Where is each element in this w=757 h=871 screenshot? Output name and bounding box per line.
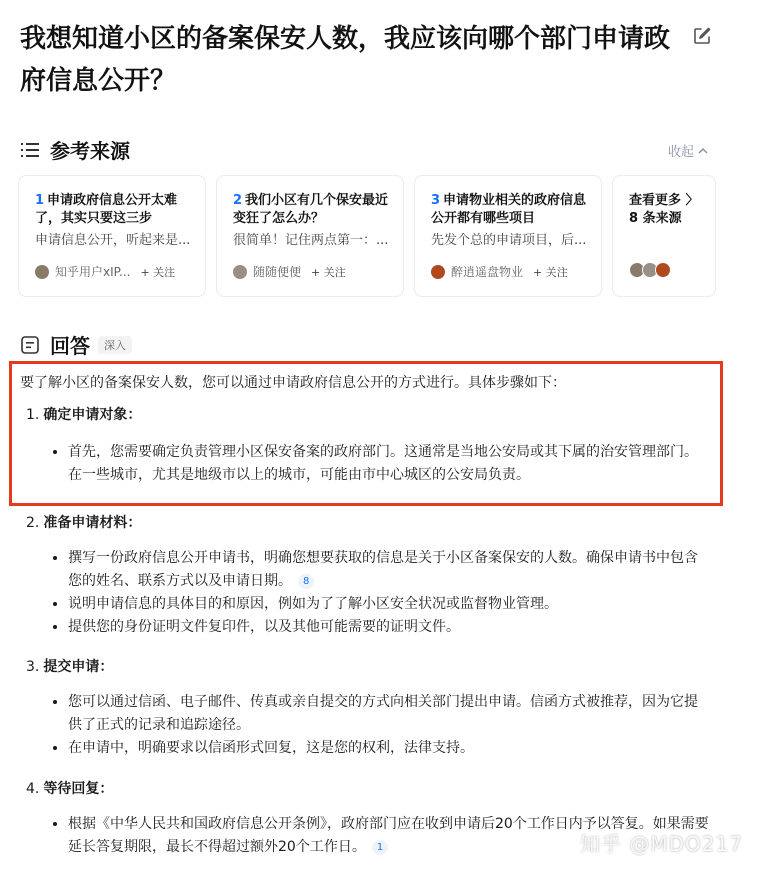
document-icon — [20, 335, 40, 355]
reference-number: 3 — [431, 193, 441, 208]
step-number: 3. — [26, 659, 40, 675]
answer-step-2 — [20, 512, 710, 639]
reference-card-title — [35, 192, 191, 228]
step-items — [20, 547, 710, 639]
step-number: 4. — [26, 781, 40, 797]
reference-snippet: 很简单！记住两点第一：... — [233, 233, 389, 248]
reference-number: 2 — [233, 193, 243, 208]
follow-button[interactable]: + 关注 — [140, 265, 176, 279]
list-item-text: 在申请中，明确要求以信函形式回复，这是您的权利，法律支持。 — [68, 740, 474, 756]
list-item-text: 首先，您需要确定负责管理小区保安备案的政府部门。这通常是当地公安局或其下属的治安管理部门。在一些城市，尤其是地级市以上的城市，可能由市中心城区的公安局负责。 — [68, 444, 698, 483]
step-number: 2. — [26, 515, 40, 531]
step-items — [20, 441, 710, 487]
follow-button[interactable]: + 关注 — [533, 265, 568, 279]
view-more-card[interactable] — [612, 175, 716, 297]
answer-heading: 回答 — [50, 334, 90, 358]
list-item — [68, 691, 710, 737]
answer-header — [20, 330, 132, 359]
reference-number: 1 — [35, 193, 45, 208]
reference-title-text: 申请政府信息公开太难了，其实只要这三步 — [35, 193, 178, 226]
step-title — [26, 512, 710, 535]
list-item — [68, 593, 710, 616]
depth-badge[interactable]: 深入 — [98, 336, 132, 354]
step-number: 1. — [26, 407, 40, 423]
reference-title-text: 我们小区有几个保安最近变狂了怎么办？ — [233, 193, 389, 226]
references-heading: 参考来源 — [50, 139, 130, 163]
author-avatar — [233, 265, 247, 279]
list-item-text: 说明申请信息的具体目的和原因，例如为了了解小区安全状况或监督物业管理。 — [68, 596, 558, 612]
list-item-text: 您可以通过信函、电子邮件、传真或亲自提交的方式向相关部门提出申请。信函方式被推荐，因为它提供了正式的记录和追踪途径。 — [68, 694, 698, 733]
list-item-text: 根据《中华人民共和国政府信息公开条例》，政府部门应在收到申请后20个工作日内予以答复。如果需要延长答复期限，最长不得超过额外20个工作日。 — [68, 816, 709, 855]
step-items — [20, 691, 710, 760]
list-item-text: 撰写一份政府信息公开申请书，明确您想要获取的信息是关于小区备案保安的人数。确保申请书中包含您的姓名、联系方式以及申请日期。 — [68, 550, 698, 589]
reference-card-1[interactable] — [18, 175, 206, 297]
reference-meta — [35, 263, 175, 280]
reference-card-2[interactable] — [216, 175, 404, 297]
edit-icon[interactable] — [692, 26, 712, 46]
chevron-up-icon — [698, 147, 708, 155]
step-title — [26, 778, 710, 801]
author-name[interactable]: 随随便便 — [253, 265, 302, 279]
watermark: 知乎 @MDO217 — [580, 832, 743, 856]
question-title: 我想知道小区的备案保安人数，我应该向哪个部门申请政府信息公开？ — [20, 24, 671, 96]
author-avatar — [35, 265, 49, 279]
author-name[interactable]: 醉逍遥盘物业 — [451, 265, 524, 279]
reference-meta — [431, 263, 568, 280]
reference-cards — [18, 175, 716, 297]
author-name[interactable]: 知乎用户xIP... — [55, 265, 131, 279]
citation-badge[interactable]: 8 — [298, 574, 314, 589]
author-avatar — [431, 265, 445, 279]
reference-card-title — [233, 192, 389, 228]
reference-meta — [233, 263, 346, 280]
source-avatars — [629, 262, 668, 278]
list-item — [68, 616, 710, 639]
step-title — [26, 404, 710, 427]
view-more-title: 查看更多 〉 — [629, 193, 699, 208]
reference-card-3[interactable] — [414, 175, 602, 297]
step-title-text: 确定申请对象： — [43, 407, 142, 423]
references-header — [20, 135, 130, 164]
source-count: 8 条来源 — [629, 211, 682, 226]
collapse-label: 收起 — [668, 145, 695, 160]
step-title-text: 提交申请： — [43, 659, 114, 675]
reference-title-text: 申请物业相关的政府信息公开都有哪些项目 — [431, 193, 587, 226]
reference-card-title — [431, 192, 587, 228]
list-icon — [20, 141, 40, 159]
collapse-button[interactable] — [668, 141, 708, 160]
step-title — [26, 656, 710, 679]
reference-snippet: 申请信息公开，听起来是... — [35, 233, 191, 248]
list-item — [68, 441, 710, 487]
reference-snippet: 先发个总的申请项目，后... — [431, 233, 587, 248]
answer-body — [20, 372, 710, 487]
answer-intro: 要了解小区的备案保安人数，您可以通过申请政府信息公开的方式进行。具体步骤如下： — [20, 375, 566, 391]
follow-button[interactable]: + 关注 — [311, 265, 346, 279]
citation-badge[interactable]: 1 — [372, 840, 388, 855]
source-avatar — [655, 262, 671, 278]
list-item — [68, 547, 710, 593]
step-title-text: 等待回复： — [43, 781, 114, 797]
step-title-text: 准备申请材料： — [43, 515, 142, 531]
list-item — [68, 737, 710, 760]
answer-step-3 — [20, 656, 710, 760]
list-item-text: 提供您的身份证明文件复印件，以及其他可能需要的证明文件。 — [68, 619, 460, 635]
